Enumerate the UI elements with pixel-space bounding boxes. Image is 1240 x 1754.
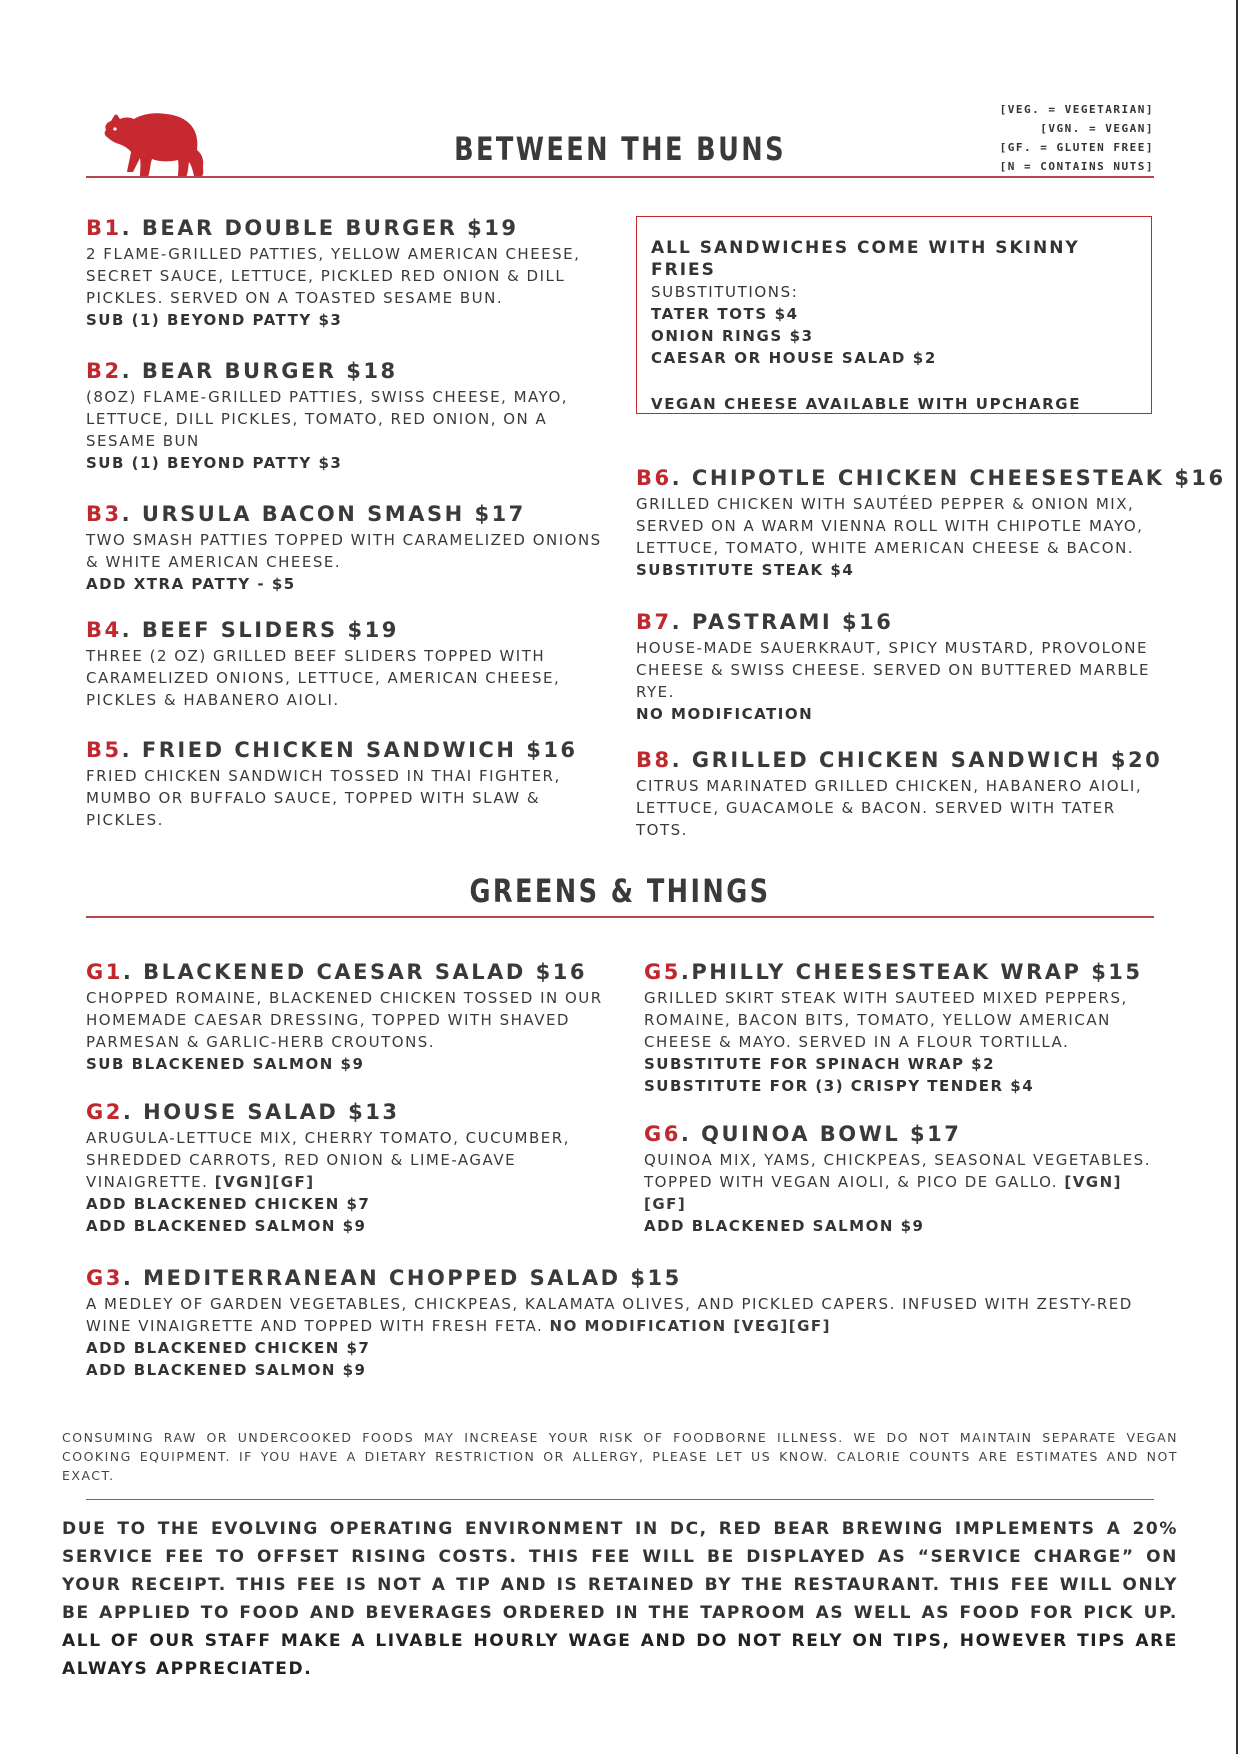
substitution-option: CAESAR OR HOUSE SALAD $2 [651, 349, 937, 367]
item-description: FRIED CHICKEN SANDWICH TOSSED IN THAI FIGHTER, MUMBO OR BUFFALO SAUCE, TOPPED WITH SLAW & PICKLES. [86, 767, 561, 829]
item-title: B2. BEAR BURGER $18 [86, 359, 398, 383]
bear-icon [98, 102, 206, 182]
dietary-legend [940, 100, 1154, 176]
section-title-greens: GREENS & THINGS [469, 872, 771, 910]
menu-item-b1 [86, 214, 606, 331]
item-title: B6. CHIPOTLE CHICKEN CHEESESTEAK $16 [636, 466, 1226, 490]
item-title: G1. BLACKENED CAESAR SALAD $16 [86, 960, 587, 984]
food-safety-disclaimer: CONSUMING RAW OR UNDERCOOKED FOODS MAY INCREASE YOUR RISK OF FOODBORNE ILLNESS. WE DO NOT MAINTAIN SEPARATE VEGAN COOKING EQUIPMENT. IF YOU HAVE A DIETARY RESTRICTION OR ALLERGY, PLEASE LET US KNOW. CALORIE COUNTS ARE ESTIMATES AND NOT EXACT. [62, 1430, 1178, 1483]
item-note: ADD BLACKENED CHICKEN $7 [86, 1195, 371, 1213]
item-title: G6. QUINOA BOWL $17 [644, 1122, 962, 1146]
item-title: B3. URSULA BACON SMASH $17 [86, 502, 526, 526]
section-title-buns: BETWEEN THE BUNS [454, 130, 786, 168]
item-note: ADD BLACKENED SALMON $9 [86, 1361, 367, 1379]
item-note: SUB (1) BEYOND PATTY $3 [86, 454, 343, 472]
section-divider [86, 176, 1154, 178]
legend-gf: [GF. = GLUTEN FREE] [999, 141, 1154, 154]
menu-item-b7 [636, 608, 1156, 725]
item-description: TWO SMASH PATTIES TOPPED WITH CARAMELIZED ONIONS & WHITE AMERICAN CHEESE. [86, 531, 602, 571]
item-title: B4. BEEF SLIDERS $19 [86, 618, 399, 642]
dietary-tags: [VGN] [GF] [644, 1173, 1123, 1213]
menu-item-g2 [86, 1098, 606, 1237]
menu-item-b4 [86, 616, 606, 711]
item-note: ADD XTRA PATTY - $5 [86, 575, 296, 593]
item-title: B5. FRIED CHICKEN SANDWICH $16 [86, 738, 578, 762]
item-note: SUBSTITUTE FOR (3) CRISPY TENDER $4 [644, 1077, 1035, 1095]
page-edge-line [1236, 0, 1238, 1754]
item-note: SUBSTITUTE FOR SPINACH WRAP $2 [644, 1055, 996, 1073]
item-description: GRILLED SKIRT STEAK WITH SAUTEED MIXED PEPPERS, ROMAINE, BACON BITS, TOMATO, YELLOW AMERICAN CHEESE & MAYO. SERVED IN A FLOUR TORTILLA. [644, 989, 1128, 1051]
menu-item-b3 [86, 500, 606, 595]
sides-info-box [636, 216, 1152, 414]
substitution-option: TATER TOTS $4 [651, 305, 799, 323]
legend-nuts: [N = CONTAINS NUTS] [999, 160, 1154, 173]
dietary-tags: [VGN][GF] [214, 1173, 315, 1191]
menu-item-g1 [86, 958, 606, 1075]
item-note: NO MODIFICATION [636, 705, 814, 723]
menu-item-b5 [86, 736, 606, 831]
menu-item-b2 [86, 357, 606, 474]
item-description: CITRUS MARINATED GRILLED CHICKEN, HABANERO AIOLI, LETTUCE, GUACAMOLE & BACON. SERVED WITH TATER TOTS. [636, 777, 1143, 839]
item-note: SUB BLACKENED SALMON $9 [86, 1055, 365, 1073]
item-description: GRILLED CHICKEN WITH SAUTÉED PEPPER & ONION MIX, SERVED ON A WARM VIENNA ROLL WITH CHIPOTLE MAYO, LETTUCE, TOMATO, WHITE AMERICAN CHEESE & BACON. [636, 495, 1144, 557]
item-title: B1. BEAR DOUBLE BURGER $19 [86, 216, 519, 240]
item-description: (8OZ) FLAME-GRILLED PATTIES, SWISS CHEESE, MAYO, LETTUCE, DILL PICKLES, TOMATO, RED ONION, ON A SESAME BUN [86, 388, 569, 450]
item-title: G3. MEDITERRANEAN CHOPPED SALAD $15 [86, 1266, 682, 1290]
item-note: SUBSTITUTE STEAK $4 [636, 561, 855, 579]
menu-item-g3 [86, 1264, 1166, 1381]
item-description: A MEDLEY OF GARDEN VEGETABLES, CHICKPEAS, KALAMATA OLIVES, AND PICKLED CAPERS. INFUSED WITH ZESTY-RED WINE VINAIGRETTE AND TOPPED WITH FRESH FETA. NO MODIFICATION [VEG][GF] [86, 1295, 1133, 1335]
item-description: HOUSE-MADE SAUERKRAUT, SPICY MUSTARD, PROVOLONE CHEESE & SWISS CHEESE. SERVED ON BUTTERED MARBLE RYE. [636, 639, 1151, 701]
sides-heading: ALL SANDWICHES COME WITH SKINNY FRIES [651, 238, 1080, 280]
section-divider [86, 916, 1154, 918]
menu-item-g6 [644, 1120, 1164, 1237]
item-description: THREE (2 OZ) GRILLED BEEF SLIDERS TOPPED WITH CARAMELIZED ONIONS, LETTUCE, AMERICAN CHEESE, PICKLES & HABANERO AIOLI. [86, 647, 561, 709]
substitution-option: ONION RINGS $3 [651, 327, 814, 345]
legend-vgn: [VGN. = VEGAN] [1040, 122, 1154, 135]
vegan-cheese-note: VEGAN CHEESE AVAILABLE WITH UPCHARGE [651, 395, 1082, 413]
service-fee-notice: DUE TO THE EVOLVING OPERATING ENVIRONMENT IN DC, RED BEAR BREWING IMPLEMENTS A 20% SERVICE FEE TO OFFSET RISING COSTS. THIS FEE WILL BE DISPLAYED AS “SERVICE CHARGE” ON YOUR RECEIPT. THIS FEE IS NOT A TIP AND IS RETAINED BY THE RESTAURANT. THIS FEE WILL ONLY BE APPLIED TO FOOD AND BEVERAGES ORDERED IN THE TAPROOM AS WELL AS FOOD FOR PICK UP. ALL OF OUR STAFF MAKE A LIVABLE HOURLY WAGE AND DO NOT RELY ON TIPS, HOWEVER TIPS ARE ALWAYS APPRECIATED. [62, 1519, 1178, 1679]
dietary-tags: NO MODIFICATION [VEG][GF] [549, 1317, 832, 1335]
item-title: G2. HOUSE SALAD $13 [86, 1100, 400, 1124]
item-description: CHOPPED ROMAINE, BLACKENED CHICKEN TOSSED IN OUR HOMEMADE CAESAR DRESSING, TOPPED WITH SHAVED PARMESAN & GARLIC-HERB CROUTONS. [86, 989, 603, 1051]
substitutions-label: SUBSTITUTIONS: [651, 283, 799, 301]
menu-item-g5 [644, 958, 1164, 1097]
item-description: ARUGULA-LETTUCE MIX, CHERRY TOMATO, CUCUMBER, SHREDDED CARROTS, RED ONION & LIME-AGAVE VINAIGRETTE. [VGN][GF] [86, 1129, 570, 1191]
item-description: QUINOA MIX, YAMS, CHICKPEAS, SEASONAL VEGETABLES. TOPPED WITH VEGAN AIOLI, & PICO DE GALLO. [VGN] [GF] [644, 1151, 1151, 1213]
item-note: ADD BLACKENED SALMON $9 [644, 1217, 925, 1235]
item-title: B8. GRILLED CHICKEN SANDWICH $20 [636, 748, 1163, 772]
item-note: ADD BLACKENED CHICKEN $7 [86, 1339, 371, 1357]
menu-item-b8 [636, 746, 1166, 841]
menu-item-b6 [636, 464, 1226, 581]
staff-wage-emphasis: ALL OF OUR STAFF MAKE A LIVABLE HOURLY WAGE AND DO NOT RELY ON TIPS, HOWEVER TIPS ARE ALWAYS APPRECIATED. [62, 1631, 1178, 1679]
footer-divider [86, 1499, 1154, 1500]
item-title: B7. PASTRAMI $16 [636, 610, 894, 634]
item-note: SUB (1) BEYOND PATTY $3 [86, 311, 343, 329]
item-description: 2 FLAME-GRILLED PATTIES, YELLOW AMERICAN CHEESE, SECRET SAUCE, LETTUCE, PICKLED RED ONION & DILL PICKLES. SERVED ON A TOASTED SESAME BUN. [86, 245, 581, 307]
item-title: G5.PHILLY CHEESESTEAK WRAP $15 [644, 960, 1143, 984]
legend-veg: [VEG. = VEGETARIAN] [999, 103, 1154, 116]
item-note: ADD BLACKENED SALMON $9 [86, 1217, 367, 1235]
